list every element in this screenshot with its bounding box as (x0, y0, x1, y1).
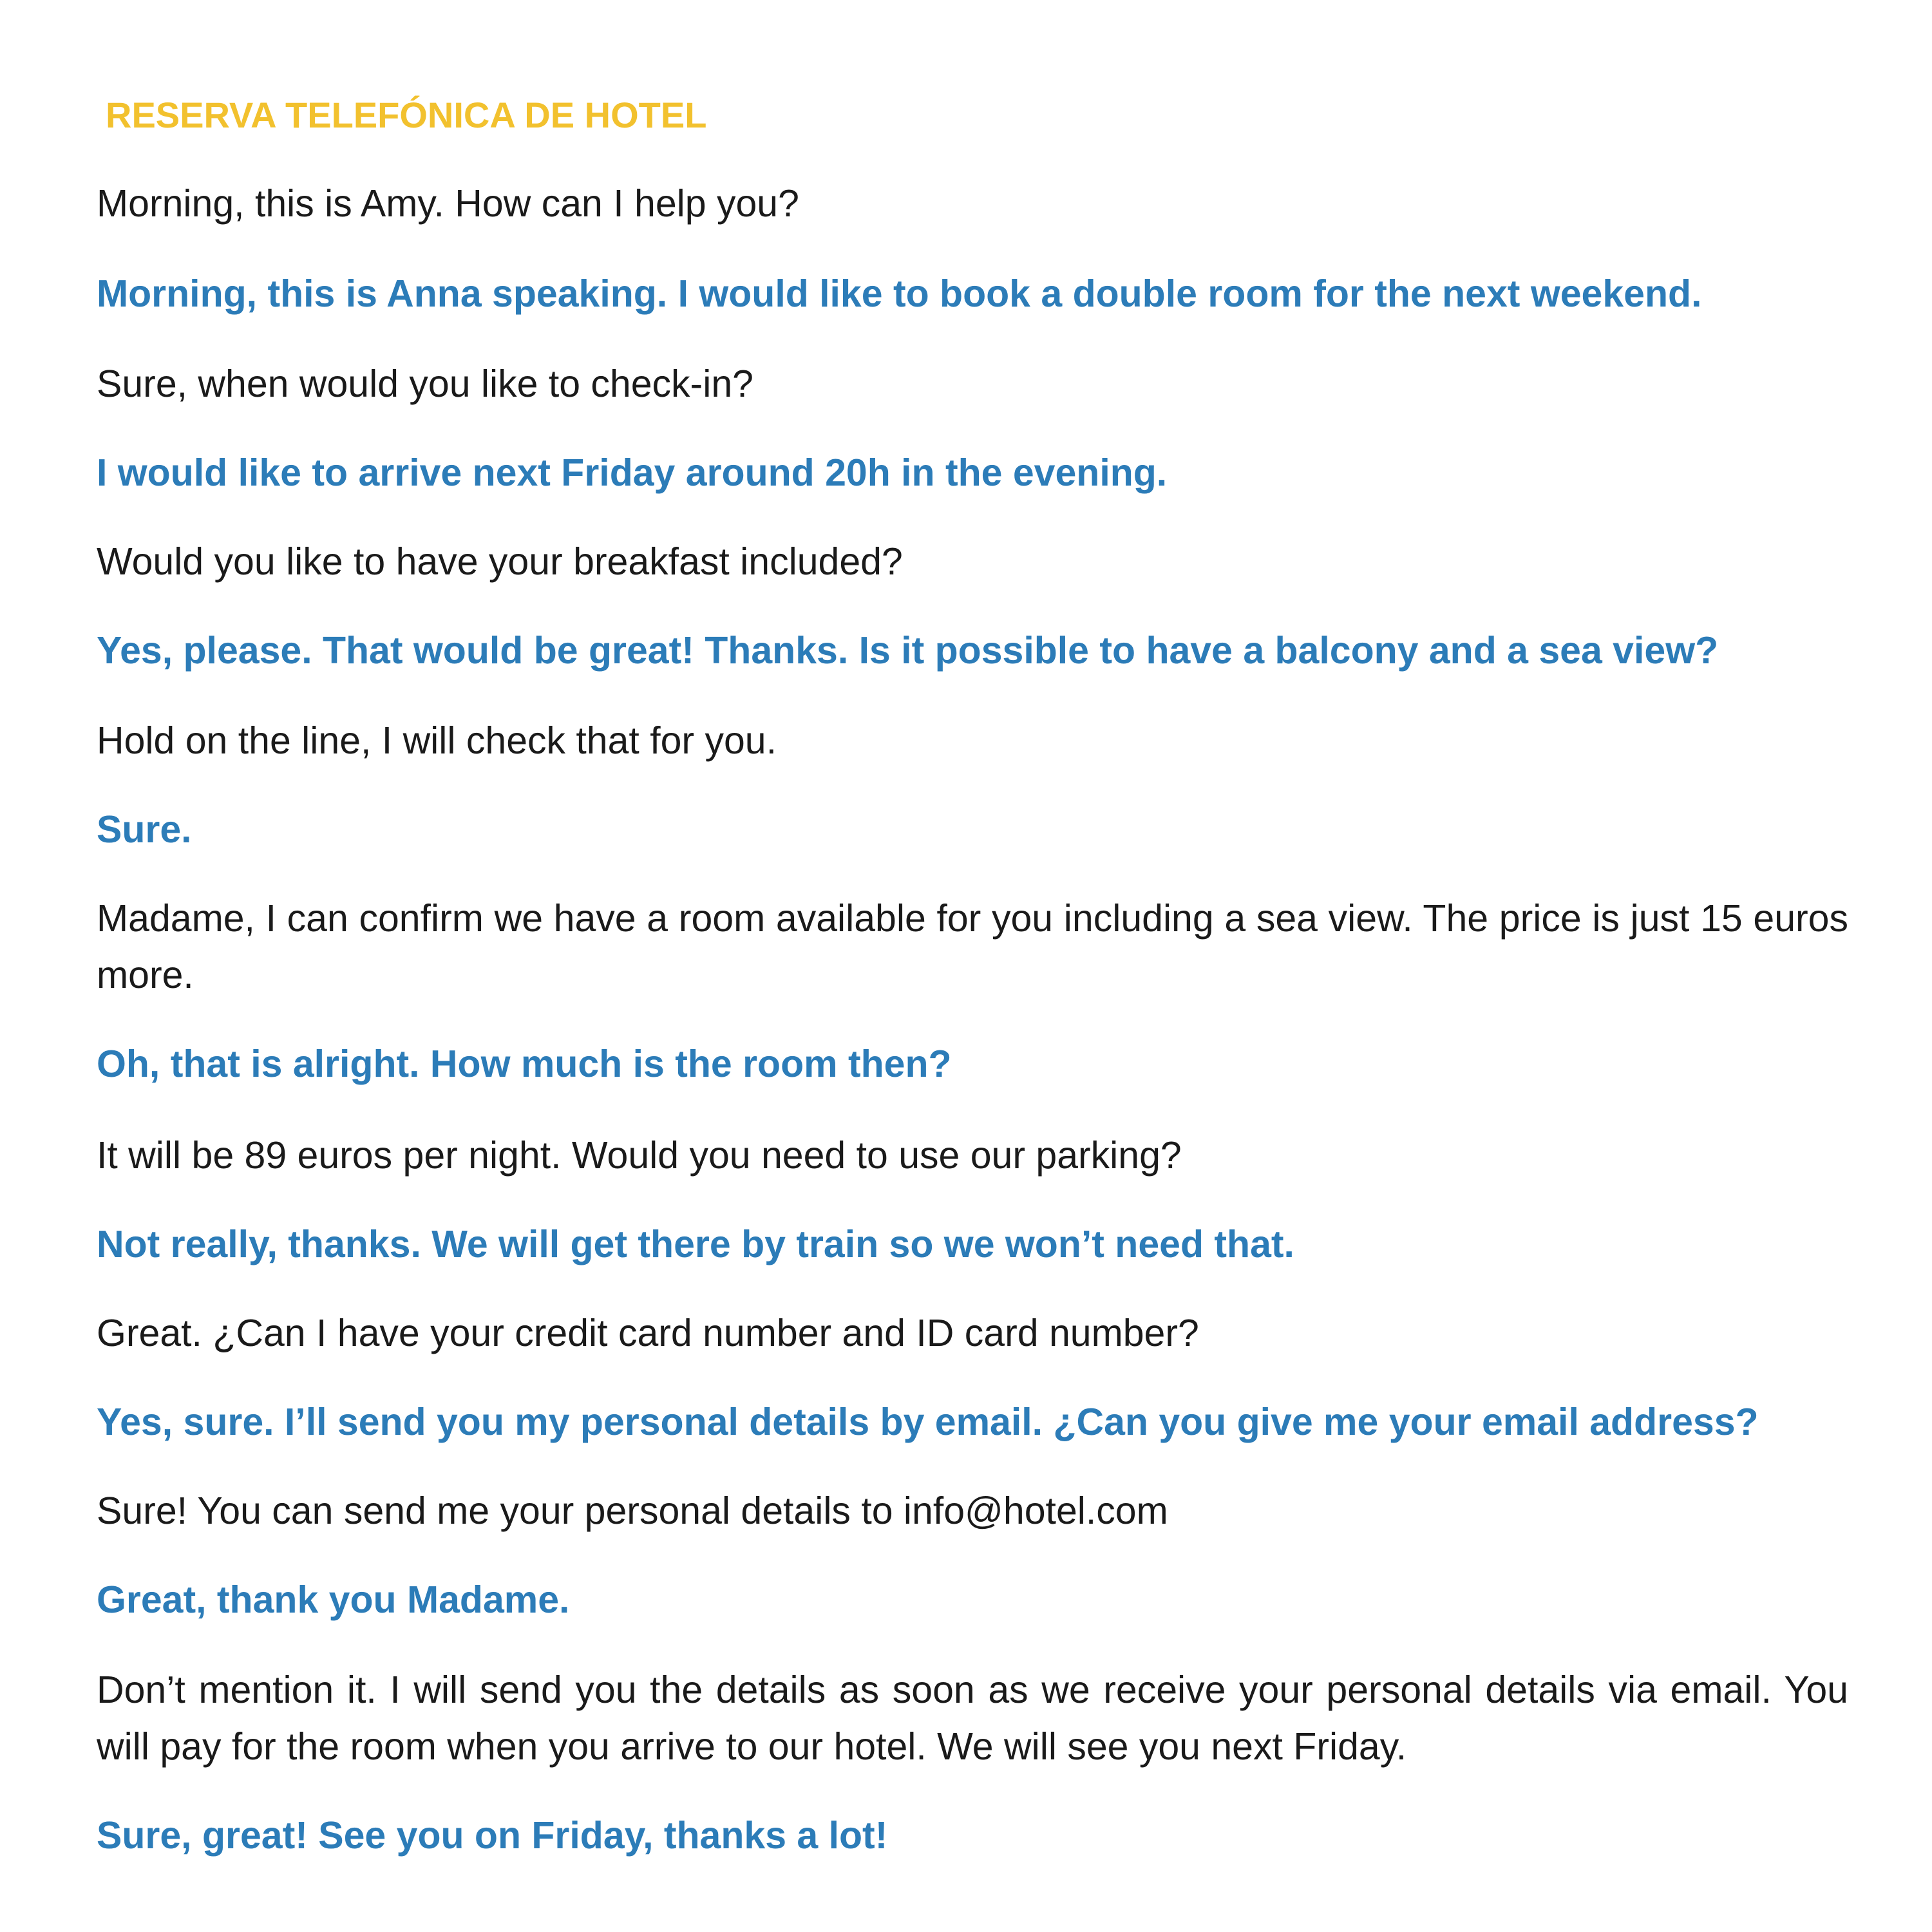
dialogue-line-guest: Great, thank you Madame. (97, 1578, 570, 1621)
dialogue-line-guest: Sure. (97, 808, 192, 851)
dialogue-line-hotel: It will be 89 euros per night. Would you need to use our parking? (97, 1134, 1182, 1177)
dialogue-line-guest: I would like to arrive next Friday around 20h in the evening. (97, 451, 1168, 494)
dialogue-line-hotel: Sure! You can send me your personal details to info@hotel.com (97, 1490, 1168, 1532)
dialogue-line-guest: Yes, sure. I’ll send you my personal details by email. ¿Can you give me your email address? (97, 1401, 1759, 1443)
dialogue-line-guest: Not really, thanks. We will get there by train so we won’t need that. (97, 1223, 1294, 1265)
document-title: RESERVA TELEFÓNICA DE HOTEL (106, 95, 707, 135)
dialogue-line-guest: Sure, great! See you on Friday, thanks a lot! (97, 1814, 888, 1857)
dialogue-line-hotel: Don’t mention it. I will send you the details as soon as we receive your personal details via email. You will pay for the room when you arrive to our hotel. We will see you next Friday. (97, 1669, 1848, 1768)
dialogue-line-hotel: Great. ¿Can I have your credit card number and ID card number? (97, 1312, 1199, 1354)
dialogue-line-hotel: Morning, this is Amy. How can I help you? (97, 182, 799, 225)
dialogue-line-guest: Morning, this is Anna speaking. I would like to book a double room for the next weekend. (97, 272, 1702, 315)
dialogue-line-hotel: Would you like to have your breakfast included? (97, 540, 903, 583)
dialogue-line-hotel: Sure, when would you like to check-in? (97, 363, 753, 405)
dialogue-line-guest: Yes, please. That would be great! Thanks. Is it possible to have a balcony and a sea view? (97, 629, 1719, 672)
dialogue-line-hotel: Hold on the line, I will check that for you. (97, 719, 777, 762)
dialogue-line-guest: Oh, that is alright. How much is the room then? (97, 1043, 952, 1085)
dialogue-line-hotel: Madame, I can confirm we have a room available for you including a sea view. The price is just 15 euros more. (97, 897, 1848, 996)
